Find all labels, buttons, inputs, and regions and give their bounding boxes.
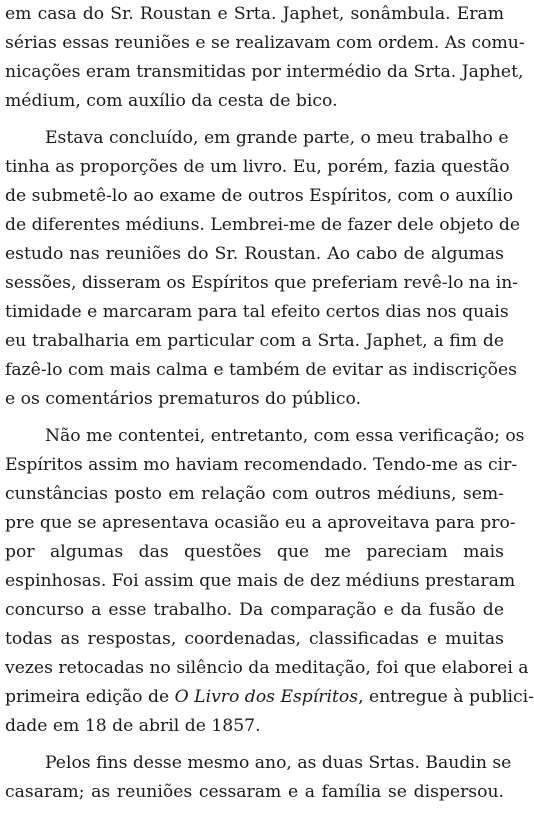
paragraph-2-line-2: tinha as proporções de um livro. Eu, porém, fazia questão xyxy=(5,157,510,177)
paragraph-2-line-10: e os comentários prematuros do público. xyxy=(5,389,362,409)
paragraph-3-line-4: pre que se apresentava ocasião eu a aproveitava para pro- xyxy=(5,513,516,533)
paragraph-1-line-3: nicações eram transmitidas por intermédio da Srta. Japhet, xyxy=(5,62,524,82)
paragraph-3-line-11: dade em 18 de abril de 1857. xyxy=(5,716,261,736)
paragraph-2-line-6: sessões, disseram os Espíritos que preferiam revê-lo na in- xyxy=(5,273,519,293)
paragraph-2-line-1: Estava concluído, em grande parte, o meu trabalho e xyxy=(45,128,509,148)
paragraph-2-line-3: de submetê-lo ao exame de outros Espíritos, com o auxílio xyxy=(5,186,514,206)
paragraph-3-line-6: espinhosas. Foi assim que mais de dez médiuns prestaram xyxy=(5,571,516,591)
book-title: O Livro dos Espíritos xyxy=(174,687,359,707)
paragraph-4-line-2: casaram; as reuniões cessaram e a família se dispersou. xyxy=(5,782,504,802)
paragraph-3-line-8: todas as respostas, coordenadas, classificadas e muitas xyxy=(5,629,504,649)
paragraph-1-line-2: sérias essas reuniões e se realizavam com ordem. As comu- xyxy=(5,33,525,53)
paragraph-2-line-7: timidade e marcaram para tal efeito certos dias nos quais xyxy=(5,302,509,322)
paragraph-2-line-9: fazê-lo com mais calma e também de evitar as indiscrições xyxy=(5,360,517,380)
paragraph-2-line-5: estudo nas reuniões do Sr. Roustan. Ao cabo de algumas xyxy=(5,244,504,264)
paragraph-3-line-7: concurso a esse trabalho. Da comparação e da fusão de xyxy=(5,600,504,620)
paragraph-1-line-1: em casa do Sr. Roustan e Srta. Japhet, sonâmbula. Eram xyxy=(5,4,504,24)
paragraph-2-line-8: eu trabalharia em particular com a Srta. Japhet, a fim de xyxy=(5,331,504,351)
paragraph-3-line-1: Não me contentei, entretanto, com essa verificação; os xyxy=(45,426,525,446)
paragraph-1-line-4: médium, com auxílio da cesta de bico. xyxy=(5,91,338,111)
paragraph-4-line-1: Pelos fins desse mesmo ano, as duas Srtas. Baudin se xyxy=(45,753,512,773)
paragraph-3-line-5: por algumas das questões que me pareciam mais xyxy=(5,542,504,562)
title-line-after: , entregue à publici- xyxy=(358,687,534,707)
paragraph-2-line-4: de diferentes médiuns. Lembrei-me de fazer dele objeto de xyxy=(5,215,521,235)
title-line-before: primeira edição de xyxy=(5,687,175,707)
paragraph-3-line-9: vezes retocadas no silêncio da meditação, foi que elaborei a xyxy=(5,658,529,678)
paragraph-3-line-2: Espíritos assim mo haviam recomendado. Tendo-me as cir- xyxy=(5,455,518,475)
paragraph-3-line-10 xyxy=(5,683,534,712)
paragraph-3-line-3: cunstâncias posto em relação com outros médiuns, sem- xyxy=(5,484,504,504)
